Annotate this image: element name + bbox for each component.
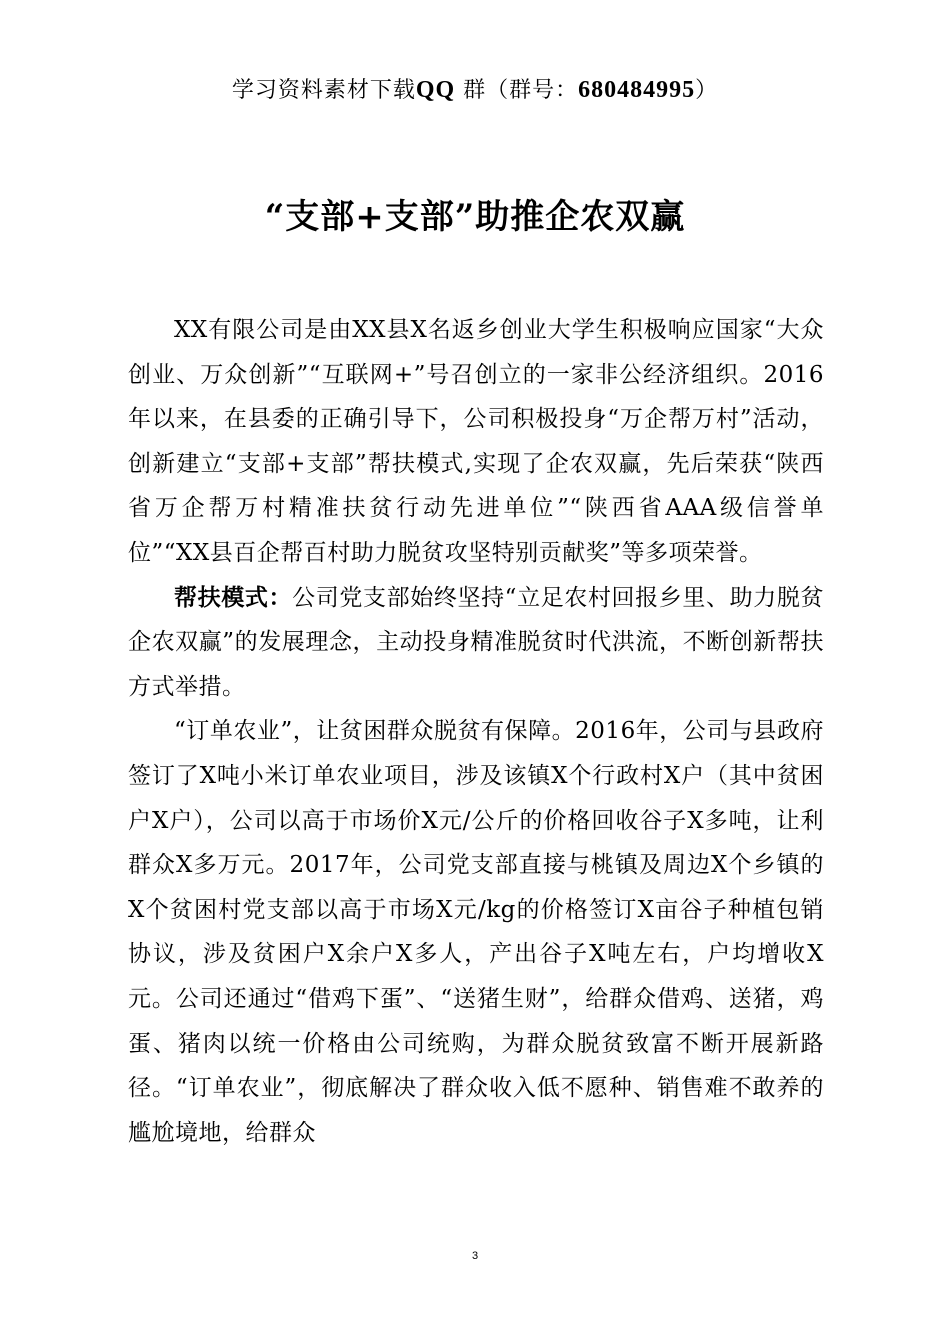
header-group-number: 680484995 (578, 77, 696, 103)
paragraph-text: “订单农业”，让贫困群众脱贫有保障。2016年，公司与县政府签订了X吨小米订单农业项目，涉及该镇X个行政村X户（其中贫困户X户），公司以高于市场价X元/公斤的价格回收谷子X多吨，让利群众X多万元。2017年，公司党支部直接与桃镇及周边X个乡镇的X个贫困村党支部以高于市场X元/kg的价格签订X亩谷子种植包销协议，涉及贫困户X余户X多人，产出谷子X吨左右，户均增收X元。公司还通过“借鸡下蛋”、“送猪生财”，给群众借鸡、送猪，鸡蛋、猪肉以统一价格由公司统购，为群众脱贫致富不断开展新路径。“订单农业”，彻底解决了群众收入低不愿种、销售难不敢养的尴尬境地，给群众 (128, 718, 824, 1146)
paragraph-text: XX有限公司是由XX县X名返乡创业大学生积极响应国家“大众创业、万众创新”“互联网+”号召创立的一家非公经济组织。2016年以来，在县委的正确引导下，公司积极投身“万企帮万村”活动，创新建立“支部+支部”帮扶模式,实现了企农双赢，先后荣获“陕西省万企帮万村精准扶贫行动先进单位”“陕西省AAA级信誉单位”“XX县百企帮百村助力脱贫攻坚特别贡献奖”等多项荣誉。 (128, 317, 824, 566)
header-qq-label: QQ (415, 77, 456, 103)
header-text-prefix: 学习资料素材下载 (231, 78, 416, 103)
paragraph-model (128, 576, 824, 710)
header-text-suffix: ） (695, 78, 719, 103)
document-body (128, 308, 824, 1155)
page-header (0, 74, 950, 107)
paragraph-order-farming (128, 709, 824, 1155)
paragraph-lead: 帮扶模式： (174, 583, 293, 611)
paragraph-text: 公司党支部始终坚持“立足农村回报乡里、助力脱贫企农双赢”的发展理念，主动投身精准脱贫时代洪流，不断创新帮扶方式举措。 (128, 584, 825, 700)
header-text-middle: 群（群号： (455, 78, 579, 103)
page-number: 3 (471, 1250, 479, 1262)
paragraph-intro (128, 308, 824, 576)
document-title: “支部+支部”助推企农双赢 (264, 197, 686, 237)
